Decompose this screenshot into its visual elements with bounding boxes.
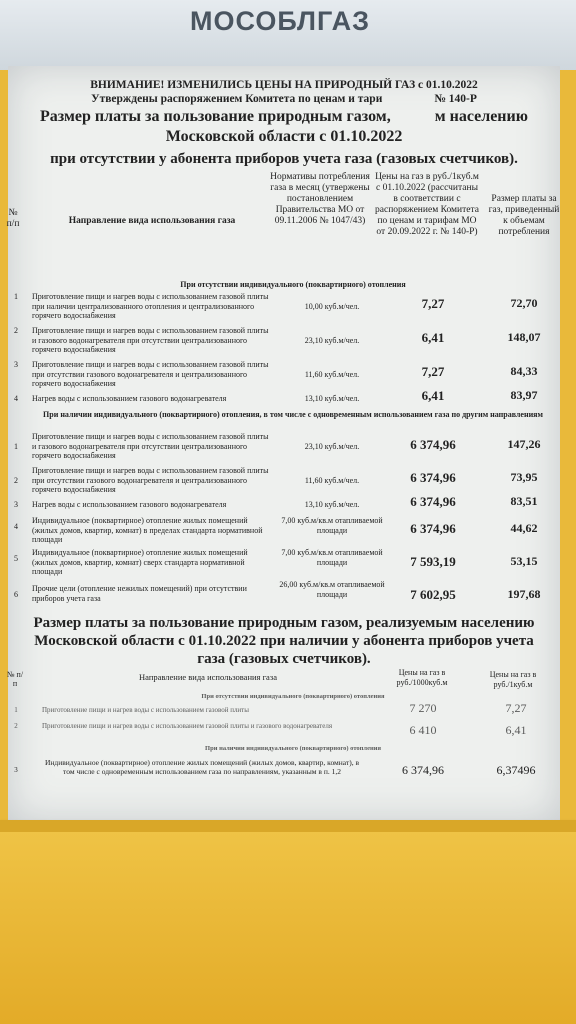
title1-line-2: Московской области с 01.10.2022 xyxy=(165,128,403,145)
title2-line-3: газа (газовых счетчиков). xyxy=(197,651,371,667)
table-row: 3 Индивидуальное (поквартирное) отопление жилых помещений (жилых домов, квартир, комнат), в том числе с одновременным использованием газа по направлениям, указанным в п. 1,2 6 374,96 6,37496 xyxy=(14,758,536,777)
notice-sheet xyxy=(8,66,560,822)
t2-header-num: № п/п xyxy=(6,670,24,688)
t1-header-num: № п/п xyxy=(6,208,20,229)
title2-line-2: Московской области с 01.10.2022 при наличии у абонента приборов учета xyxy=(34,633,534,649)
t1-header-price: Цены на газ в руб./1куб.м с 01.10.2022 (рассчитаны в соответствии с распоряжением Комитета по ценам и тарифам МО от 20.09.2022 г. № 140-Р) xyxy=(375,172,479,237)
t1-section-2: При наличии индивидуального (поквартирного) отопления, в том числе с одновременным использованием газа по другим направлениям xyxy=(43,410,543,419)
table-row: 3 Приготовление пищи и нагрев воды с использованием газовой плиты при отсутствии газового водонагревателя и централизованного горячего водоснабжения 11,60 куб.м/чел. 7,27 84,33 xyxy=(14,360,538,388)
notice-line-2: Утверждены распоряжением Комитета по ценам и тари № 140-Р xyxy=(91,93,477,105)
table-row: 2 Приготовление пищи и нагрев воды с использованием газовой плиты и газового водонагревателя 6 410 6,41 xyxy=(14,722,527,737)
table-row: 5 Индивидуальное (поквартирное) отопление жилых помещений (жилых домов, квартир, комнат) сверх стандарта нормативной площади 7,00 куб.м/кв.м отапливаемой площади 7 593,19 53,15 xyxy=(14,548,538,576)
t2-header-price1000: Цены на газ в руб./1000куб.м xyxy=(396,668,448,687)
t2-header-direction: Направление вида использования газа xyxy=(139,672,277,682)
t1-header-payment: Размер платы за газ, приведенный к объемам потребления xyxy=(488,194,560,237)
t2-section-1: При отсутствии индивидуального (поквартирного) отопления xyxy=(201,693,385,700)
brand-logo: МОСОБЛГАЗ xyxy=(190,6,371,36)
title1-line-1: Размер платы за пользование природным газом, м населению xyxy=(40,108,528,125)
t1-section-1: При отсутствии индивидуального (поквартирного) отопления xyxy=(180,280,406,289)
table-row: 2 Приготовление пищи и нагрев воды с использованием газовой плиты и газового водонагревателя при отсутствии централизованного горячего водоснабжения 23,10 куб.м/чел. 6,41 148,07 xyxy=(14,326,541,354)
table-row: 4 Нагрев воды с использованием газового водонагревателя 13,10 куб.м/чел. 6,41 83,97 xyxy=(14,388,538,403)
t2-section-2: При наличии индивидуального (поквартирного) отопления xyxy=(205,745,381,752)
table-row: 1 Приготовление пищи и нагрев воды с использованием газовой плиты 7 270 7,27 xyxy=(14,701,527,715)
t2-header-price1: Цены на газ в руб./1куб.м xyxy=(489,670,537,689)
yellow-board xyxy=(0,832,576,1024)
table-row: 4 Индивидуальное (поквартирное) отопление жилых помещений (жилых домов, квартир, комнат) в пределах стандарта нормативной площади 7,00 куб.м/кв.м отапливаемой площади 6 374,96 44,62 xyxy=(14,516,538,544)
notice-header xyxy=(8,78,560,106)
table-row: 2 Приготовление пищи и нагрев воды с использованием газовой плиты при отсутствии газового водонагревателя и централизованного горячего водоснабжения 11,60 куб.м/чел. 6 374,96 73,95 xyxy=(14,466,538,494)
table-row: 1 Приготовление пищи и нагрев воды с использованием газовой плиты при наличии централизованного отопления и централизованного горячего водоснабжения 10,00 куб.м/чел. 7,27 72,70 xyxy=(14,292,538,320)
t1-header-direction: Направление вида использования газа xyxy=(68,216,236,226)
table-row: 6 Прочие цели (отопление нежилых помещений) при отсутствии приборов учета газа 26,00 куб.м/кв.м отапливаемой площади 7 602,95 197,68 xyxy=(14,580,541,603)
table-row: 3 Нагрев воды с использованием газового водонагревателя 13,10 куб.м/чел. 6 374,96 83,51 xyxy=(14,494,538,509)
title1-line-3: при отсутствии у абонента приборов учета газа (газовых счетчиков). xyxy=(50,151,518,167)
notice-line-1: ВНИМАНИЕ! ИЗМЕНИЛИСЬ ЦЕНЫ НА ПРИРОДНЫЙ ГАЗ с 01.10.2022 xyxy=(90,79,478,91)
title2-line-1: Размер платы за пользование природным газом, реализуемым населению xyxy=(33,615,535,631)
table-row: 1 Приготовление пищи и нагрев воды с использованием газовой плиты и газового водонагревателя при отсутствии централизованного горячего водоснабжения 23,10 куб.м/чел. 6 374,96 147,26 xyxy=(14,432,541,460)
t1-header-norm: Нормативы потребления газа в месяц (утвержены постановлением Правительства МО от 09.11.2006 № 1047/43) xyxy=(270,172,370,226)
